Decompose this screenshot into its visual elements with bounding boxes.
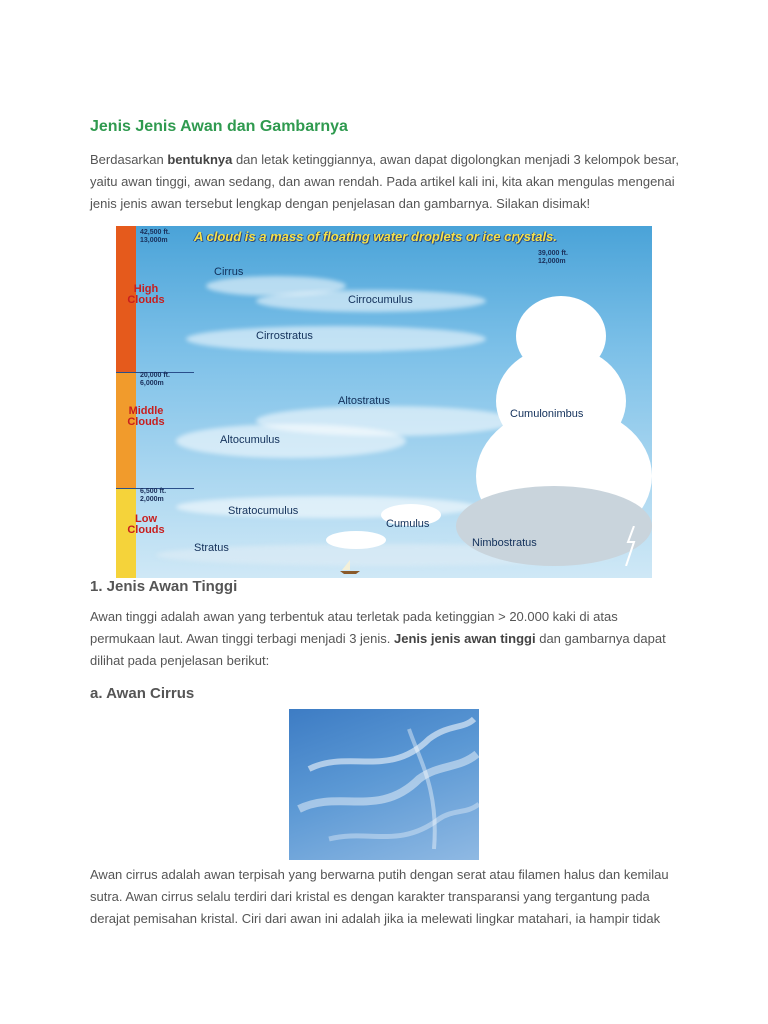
label-altostratus: Altostratus xyxy=(338,395,390,407)
altitude-middle: 20,000 ft. 6,000m xyxy=(140,372,170,387)
high-clouds-label: High Clouds xyxy=(127,283,165,306)
middle-clouds-label: Middle Clouds xyxy=(127,405,165,428)
cirrus-wisps-image xyxy=(289,709,479,860)
article-title: Jenis Jenis Awan dan Gambarnya xyxy=(90,118,348,135)
middle-band-bar xyxy=(116,372,136,488)
label-cirrus: Cirrus xyxy=(214,266,244,278)
intro-text-end: dan letak ketinggiannya, awan dapat digolongkan menjadi 3 kelompok besar, yaitu awan tinggi, awan sedang, dan awan rendah. Pada artikel kali ini, kita akan mengulas mengenai jenis jenis awan tersebut lengkap dengan penjelasan dan gambarnya. Silakan disimak! xyxy=(90,152,679,211)
intro-paragraph xyxy=(90,149,685,215)
altitude-cumulonimbus-top: 39,000 ft. 12,000m xyxy=(538,250,568,265)
label-cirrocumulus: Cirrocumulus xyxy=(348,294,413,306)
cloud-types-diagram xyxy=(116,226,652,578)
cirrus-photo xyxy=(289,709,479,860)
intro-bold-term: bentuknya xyxy=(167,152,233,167)
intro-text-start: Berdasarkan xyxy=(90,152,168,167)
altitude-low: 6,500 ft. 2,000m xyxy=(140,488,167,503)
cirrostratus-wisp xyxy=(186,326,486,352)
label-altocumulus: Altocumulus xyxy=(220,434,280,446)
altocumulus-wisp xyxy=(176,424,406,458)
lightning-icon xyxy=(622,526,642,566)
label-stratocumulus: Stratocumulus xyxy=(228,505,299,517)
label-nimbostratus: Nimbostratus xyxy=(472,537,537,549)
high-clouds-bold-term: Jenis jenis awan tinggi xyxy=(394,631,536,646)
label-cumulus: Cumulus xyxy=(386,518,430,530)
diagram-banner: A cloud is a mass of floating water droplets or ice crystals. xyxy=(194,229,557,244)
high-clouds-text-end: dan gambarnya dapat dilihat pada penjelasan berikut: xyxy=(90,631,666,668)
label-stratus: Stratus xyxy=(194,542,229,554)
high-clouds-text-start: Awan tinggi adalah awan yang terbentuk atau terletak pada ketinggian > 20.000 kaki di atas permukaan laut. Awan tinggi terbagi menjadi 3 jenis. xyxy=(90,609,618,646)
cirrus-paragraph: Awan cirrus adalah awan terpisah yang berwarna putih dengan serat atau filamen halus dan kemilau sutra. Awan cirrus selalu terdiri dari kristal es dengan karakter transparansi yang tergantung pada derajat pemisahan kristal. Ciri dari awan ini adalah jika ia melewati lingkar matahari, ia hampir tidak xyxy=(90,867,669,926)
low-clouds-label: Low Clouds xyxy=(127,513,165,536)
section-heading-high-clouds: 1. Jenis Awan Tinggi xyxy=(90,578,238,595)
high-clouds-paragraph xyxy=(90,606,685,672)
small-cumulus-cloud xyxy=(326,531,386,549)
altitude-top: 42,500 ft. 13,000m xyxy=(140,229,170,244)
label-cirrostratus: Cirrostratus xyxy=(256,330,313,342)
sailboat-icon xyxy=(338,560,362,574)
subheading-cirrus: a. Awan Cirrus xyxy=(90,685,195,702)
label-cumulonimbus: Cumulonimbus xyxy=(510,408,584,420)
